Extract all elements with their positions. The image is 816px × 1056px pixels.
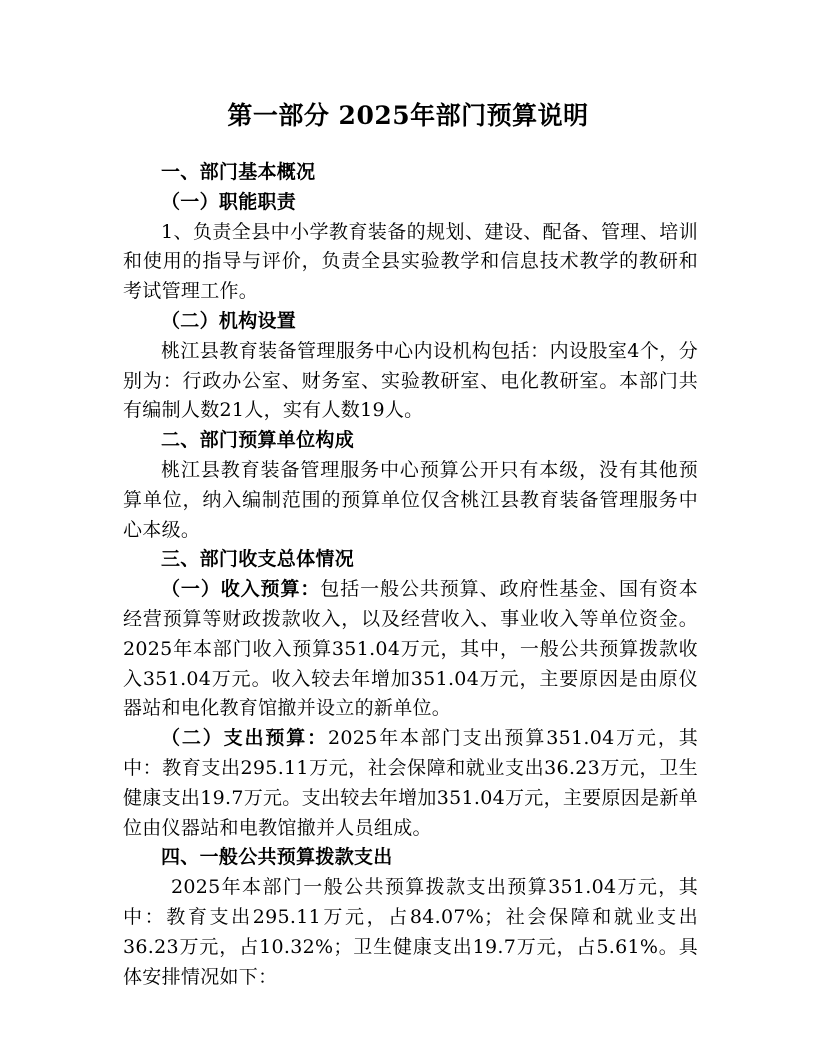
page-title: 第一部分 2025年部门预算说明	[227, 101, 589, 130]
section-heading-general-public-budget: 四、一般公共预算拨款支出	[161, 846, 393, 869]
paragraph-expenditure-budget	[123, 724, 698, 843]
section-heading-budget-units: 二、部门预算单位构成	[161, 429, 355, 452]
section-heading-revenue-expenditure: 三、部门收支总体情况	[161, 548, 355, 571]
paragraph-functions: 1、负责全县中小学教育装备的规划、建设、配备、管理、培训和使用的指导与评价，负责全县实验教学和信息技术教学的教研和考试管理工作。	[123, 220, 698, 303]
paragraph-budget-units: 桃江县教育装备管理服务中心预算公开只有本级，没有其他预算单位，纳入编制范围的预算单位仅含桃江县教育装备管理服务中心本级。	[123, 458, 698, 541]
document-body	[123, 158, 698, 992]
paragraph-organization: 桃江县教育装备管理服务中心内设机构包括：内设股室4个，分别为：行政办公室、财务室、实验教研室、电化教研室。本部门共有编制人数21人，实有人数19人。	[123, 339, 698, 422]
subsection-heading-functions: （一）职能职责	[161, 190, 297, 213]
section-heading-basic-overview: 一、部门基本概况	[161, 161, 316, 183]
revenue-budget-text: 包括一般公共预算、政府性基金、国有资本经营预算等财政拨款收入，以及经营收入、事业收入等单位资金。2025年本部门收入预算351.04万元，其中，一般公共预算拨款收入351.04万元。收入较去年增加351.04万元，主要原因是由原仪器站和电化教育馆撤并设立的新单位。	[123, 578, 698, 720]
paragraph-general-public-budget: 2025年本部门一般公共预算拨款支出预算351.04万元，其中：教育支出295.11万元，占84.07%；社会保障和就业支出36.23万元，占10.32%；卫生健康支出19.7万元，占5.61%。具体安排情况如下：	[123, 876, 698, 988]
paragraph-revenue-budget	[123, 575, 698, 724]
expenditure-budget-lead: （二）支出预算：	[161, 727, 329, 750]
expenditure-budget-text: 2025年本部门支出预算351.04万元，其中：教育支出295.11万元，社会保障和就业支出36.23万元，卫生健康支出19.7万元。支出较去年增加351.04万元，主要原因是新单位由仪器站和电教馆撤并人员组成。	[123, 727, 698, 839]
subsection-heading-organization: （二）机构设置	[161, 309, 297, 332]
revenue-budget-lead: （一）收入预算：	[161, 578, 321, 601]
